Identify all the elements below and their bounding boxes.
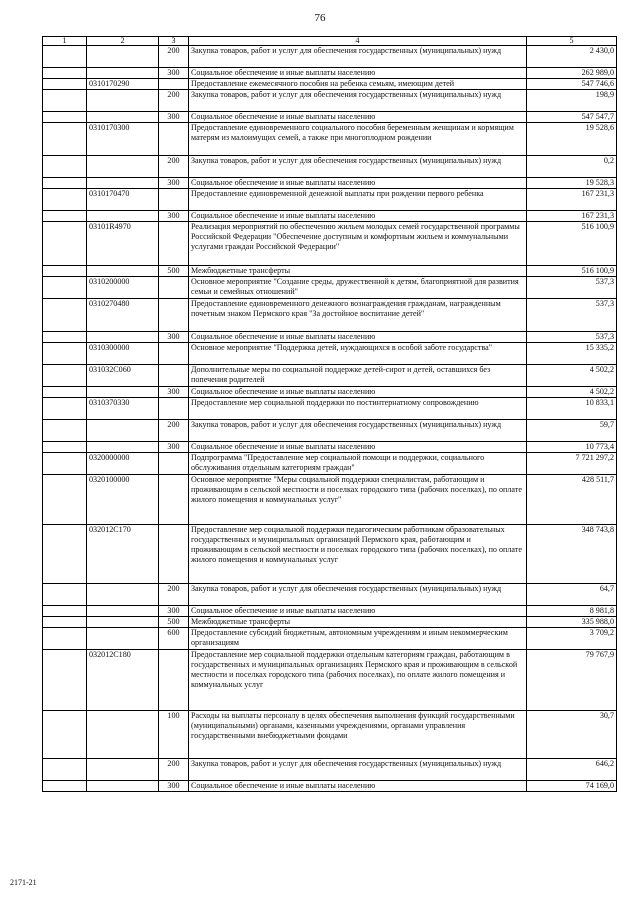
cell-col-1 (43, 365, 87, 387)
table-row (43, 365, 617, 387)
cell-expense-type: 300 (159, 442, 189, 453)
cell-name: Предоставление ежемесячного пособия на ребенка семьям, имеющим детей (189, 79, 527, 90)
cell-col-1 (43, 68, 87, 79)
table-header-row (43, 37, 617, 46)
cell-target-code (87, 90, 159, 112)
cell-expense-type (159, 222, 189, 266)
cell-target-code (87, 46, 159, 68)
cell-expense-type: 200 (159, 46, 189, 68)
cell-name: Закупка товаров, работ и услуг для обеспечения государственных (муниципальных) нужд (189, 759, 527, 781)
table-row (43, 606, 617, 617)
table-body (43, 46, 617, 792)
cell-expense-type (159, 650, 189, 711)
table-row (43, 46, 617, 68)
cell-col-1 (43, 617, 87, 628)
table-row (43, 277, 617, 299)
cell-col-1 (43, 178, 87, 189)
cell-name: Предоставление единовременного социального пособия беременным женщинам и кормящим матерям из малоимущих семей, а также при многоплодном рождении (189, 123, 527, 156)
table-row (43, 112, 617, 123)
cell-col-1 (43, 420, 87, 442)
cell-target-code (87, 584, 159, 606)
cell-expense-type: 200 (159, 420, 189, 442)
cell-col-1 (43, 90, 87, 112)
cell-amount: 10 773,4 (527, 442, 617, 453)
cell-col-1 (43, 112, 87, 123)
cell-expense-type: 300 (159, 606, 189, 617)
cell-name: Социальное обеспечение и иные выплаты населению (189, 178, 527, 189)
cell-col-1 (43, 343, 87, 365)
table-row (43, 420, 617, 442)
cell-target-code: 0310300000 (87, 343, 159, 365)
cell-col-1 (43, 189, 87, 211)
cell-expense-type: 200 (159, 90, 189, 112)
cell-target-code (87, 759, 159, 781)
cell-name: Предоставление единовременного денежного вознаграждения гражданам, награжденным почетным знаком Пермского края "За достойное воспитание детей" (189, 299, 527, 332)
header-col-4: 4 (189, 37, 527, 46)
cell-name: Расходы на выплаты персоналу в целях обеспечения выполнения функций государственными (муниципальными) органами, казенными учреждениями, органами управления государственными внебюджетными фондами (189, 711, 527, 759)
cell-col-1 (43, 781, 87, 792)
cell-name: Закупка товаров, работ и услуг для обеспечения государственных (муниципальных) нужд (189, 420, 527, 442)
cell-amount: 7 721 297,2 (527, 453, 617, 475)
cell-expense-type (159, 343, 189, 365)
cell-col-1 (43, 156, 87, 178)
cell-amount: 348 743,8 (527, 525, 617, 584)
cell-target-code (87, 112, 159, 123)
cell-target-code: 032012С170 (87, 525, 159, 584)
cell-target-code: 0310170470 (87, 189, 159, 211)
cell-expense-type: 300 (159, 178, 189, 189)
cell-name: Закупка товаров, работ и услуг для обеспечения государственных (муниципальных) нужд (189, 156, 527, 178)
cell-col-1 (43, 442, 87, 453)
cell-name: Предоставление мер социальной поддержки педагогическим работникам образовательных государственных и муниципальных организаций Пермского края, работающим и проживающим в сельской местности и поселках городского типа (рабочих поселках), по оплате жилого помещения и коммунальных услуг (189, 525, 527, 584)
cell-col-1 (43, 525, 87, 584)
cell-amount: 2 430,0 (527, 46, 617, 68)
cell-expense-type: 300 (159, 387, 189, 398)
cell-name: Социальное обеспечение и иные выплаты населению (189, 781, 527, 792)
cell-col-1 (43, 650, 87, 711)
cell-amount: 646,2 (527, 759, 617, 781)
cell-expense-type (159, 123, 189, 156)
cell-target-code (87, 211, 159, 222)
header-col-5: 5 (527, 37, 617, 46)
cell-amount: 19 528,3 (527, 178, 617, 189)
table-row (43, 156, 617, 178)
cell-expense-type: 200 (159, 584, 189, 606)
cell-expense-type (159, 398, 189, 420)
table-row (43, 453, 617, 475)
page-number: 76 (314, 12, 326, 24)
cell-col-1 (43, 606, 87, 617)
table-row (43, 343, 617, 365)
cell-target-code (87, 156, 159, 178)
cell-expense-type (159, 299, 189, 332)
table-row (43, 398, 617, 420)
cell-col-1 (43, 759, 87, 781)
cell-amount: 8 981,8 (527, 606, 617, 617)
cell-target-code: 0320000000 (87, 453, 159, 475)
cell-col-1 (43, 475, 87, 525)
table-row (43, 759, 617, 781)
cell-col-1 (43, 266, 87, 277)
table-row (43, 79, 617, 90)
cell-target-code: 0310200000 (87, 277, 159, 299)
cell-name: Социальное обеспечение и иные выплаты населению (189, 112, 527, 123)
cell-expense-type: 300 (159, 68, 189, 79)
cell-col-1 (43, 46, 87, 68)
cell-name: Подпрограмма "Предоставление мер социальной помощи и поддержки, социального обслуживания отдельным категориям граждан" (189, 453, 527, 475)
cell-expense-type: 300 (159, 332, 189, 343)
table-row (43, 525, 617, 584)
cell-amount: 64,7 (527, 584, 617, 606)
cell-expense-type: 300 (159, 211, 189, 222)
cell-name: Межбюджетные трансферты (189, 617, 527, 628)
cell-name: Основное мероприятие "Меры социальной поддержки специалистам, работающим и проживающим в сельской местности и поселках городского типа (рабочих поселках), по оплате жилого помещения и коммунальных услуг" (189, 475, 527, 525)
cell-amount: 79 767,9 (527, 650, 617, 711)
cell-amount: 4 502,2 (527, 365, 617, 387)
cell-expense-type: 600 (159, 628, 189, 650)
cell-name: Основное мероприятие "Создание среды, дружественной к детям, благоприятной для развития семьи и семейных отношений" (189, 277, 527, 299)
cell-col-1 (43, 584, 87, 606)
table-row (43, 711, 617, 759)
cell-col-1 (43, 628, 87, 650)
table-row (43, 189, 617, 211)
cell-amount: 4 502,2 (527, 387, 617, 398)
cell-target-code (87, 387, 159, 398)
cell-target-code (87, 781, 159, 792)
cell-expense-type: 500 (159, 617, 189, 628)
cell-expense-type (159, 79, 189, 90)
cell-name: Предоставление мер социальной поддержки по постинтернатному сопровождению (189, 398, 527, 420)
table-row (43, 222, 617, 266)
cell-amount: 537,3 (527, 332, 617, 343)
cell-col-1 (43, 711, 87, 759)
cell-target-code (87, 178, 159, 189)
table-row (43, 781, 617, 792)
cell-name: Закупка товаров, работ и услуг для обеспечения государственных (муниципальных) нужд (189, 46, 527, 68)
cell-amount: 537,3 (527, 299, 617, 332)
cell-target-code (87, 420, 159, 442)
cell-name: Реализация мероприятий по обеспечению жильем молодых семей государственной программы Российской Федерации "Обеспечение доступным и комфортным жильем и коммунальными услугами граждан Российской Федерации" (189, 222, 527, 266)
header-col-1: 1 (43, 37, 87, 46)
cell-amount: 15 335,2 (527, 343, 617, 365)
cell-amount: 30,7 (527, 711, 617, 759)
table-row (43, 442, 617, 453)
table-row (43, 68, 617, 79)
cell-name: Предоставление единовременной денежной выплаты при рождении первого ребенка (189, 189, 527, 211)
cell-name: Социальное обеспечение и иные выплаты населению (189, 606, 527, 617)
cell-target-code (87, 628, 159, 650)
cell-amount: 167 231,3 (527, 211, 617, 222)
table-row (43, 332, 617, 343)
table-row (43, 628, 617, 650)
cell-expense-type (159, 277, 189, 299)
table-row (43, 90, 617, 112)
cell-expense-type: 300 (159, 112, 189, 123)
table-row (43, 266, 617, 277)
cell-target-code: 0320100000 (87, 475, 159, 525)
cell-expense-type (159, 189, 189, 211)
table-row (43, 123, 617, 156)
cell-target-code: 03101R4970 (87, 222, 159, 266)
table-row (43, 617, 617, 628)
cell-expense-type (159, 453, 189, 475)
cell-target-code: 0310170300 (87, 123, 159, 156)
cell-name: Социальное обеспечение и иные выплаты населению (189, 442, 527, 453)
cell-target-code (87, 606, 159, 617)
cell-name: Социальное обеспечение и иные выплаты населению (189, 332, 527, 343)
cell-name: Закупка товаров, работ и услуг для обеспечения государственных (муниципальных) нужд (189, 584, 527, 606)
cell-target-code: 032012С180 (87, 650, 159, 711)
table-row (43, 475, 617, 525)
cell-amount: 3 709,2 (527, 628, 617, 650)
cell-amount: 59,7 (527, 420, 617, 442)
cell-target-code (87, 266, 159, 277)
cell-expense-type: 500 (159, 266, 189, 277)
cell-col-1 (43, 222, 87, 266)
cell-amount: 547 547,7 (527, 112, 617, 123)
cell-amount: 516 100,9 (527, 222, 617, 266)
budget-table (42, 36, 617, 792)
cell-amount: 537,3 (527, 277, 617, 299)
cell-amount: 10 833,1 (527, 398, 617, 420)
cell-expense-type (159, 525, 189, 584)
cell-target-code: 0310170290 (87, 79, 159, 90)
cell-expense-type: 300 (159, 781, 189, 792)
table-row (43, 584, 617, 606)
cell-col-1 (43, 277, 87, 299)
cell-target-code (87, 711, 159, 759)
cell-expense-type (159, 475, 189, 525)
cell-name: Дополнительные меры по социальной поддержке детей-сирот и детей, оставшихся без попечения родителей (189, 365, 527, 387)
cell-col-1 (43, 453, 87, 475)
table-row (43, 299, 617, 332)
cell-name: Основное мероприятие "Поддержка детей, нуждающихся в особой заботе государства" (189, 343, 527, 365)
cell-target-code (87, 332, 159, 343)
footer-code: 2171-21 (10, 878, 37, 887)
cell-col-1 (43, 387, 87, 398)
table-row (43, 650, 617, 711)
cell-amount: 335 988,0 (527, 617, 617, 628)
cell-amount: 198,9 (527, 90, 617, 112)
cell-target-code: 0310370330 (87, 398, 159, 420)
cell-name: Закупка товаров, работ и услуг для обеспечения государственных (муниципальных) нужд (189, 90, 527, 112)
cell-col-1 (43, 332, 87, 343)
cell-expense-type (159, 365, 189, 387)
cell-amount: 428 511,7 (527, 475, 617, 525)
cell-name: Предоставление субсидий бюджетным, автономным учреждениям и иным некоммерческим организациям (189, 628, 527, 650)
cell-target-code (87, 442, 159, 453)
cell-name: Межбюджетные трансферты (189, 266, 527, 277)
cell-expense-type: 200 (159, 156, 189, 178)
cell-name: Социальное обеспечение и иные выплаты населению (189, 387, 527, 398)
cell-target-code (87, 68, 159, 79)
cell-col-1 (43, 211, 87, 222)
cell-amount: 167 231,3 (527, 189, 617, 211)
cell-col-1 (43, 299, 87, 332)
cell-col-1 (43, 123, 87, 156)
cell-name: Предоставление мер социальной поддержки отдельным категориям граждан, работающим в государственных и муниципальных организациях Пермского края и проживающим в сельской местности и поселках городского типа (рабочих поселках), по оплате жилого помещения и коммунальных услуг (189, 650, 527, 711)
cell-amount: 262 989,0 (527, 68, 617, 79)
cell-col-1 (43, 79, 87, 90)
cell-name: Социальное обеспечение и иные выплаты населению (189, 68, 527, 79)
cell-target-code: 031032С060 (87, 365, 159, 387)
cell-amount: 547 746,6 (527, 79, 617, 90)
cell-amount: 516 100,9 (527, 266, 617, 277)
cell-amount: 19 528,6 (527, 123, 617, 156)
table-row (43, 178, 617, 189)
cell-target-code: 0310270480 (87, 299, 159, 332)
cell-col-1 (43, 398, 87, 420)
cell-name: Социальное обеспечение и иные выплаты населению (189, 211, 527, 222)
table-row (43, 211, 617, 222)
cell-expense-type: 200 (159, 759, 189, 781)
cell-amount: 0,2 (527, 156, 617, 178)
header-col-2: 2 (87, 37, 159, 46)
cell-expense-type: 100 (159, 711, 189, 759)
header-col-3: 3 (159, 37, 189, 46)
cell-amount: 74 169,0 (527, 781, 617, 792)
cell-target-code (87, 617, 159, 628)
table-row (43, 387, 617, 398)
